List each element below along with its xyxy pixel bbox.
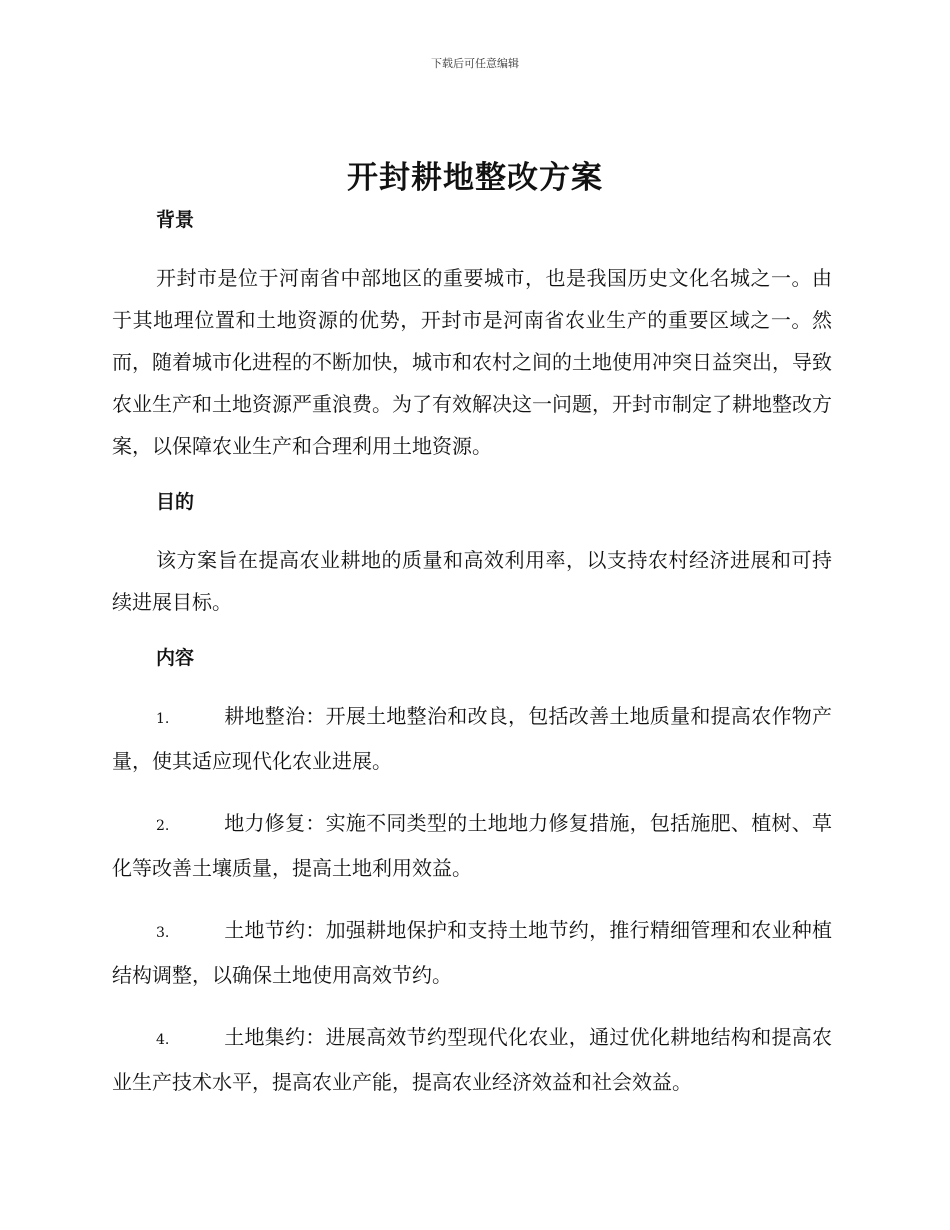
list-item-text: 土地节约：加强耕地保护和支持土地节约，推行精细管理和农业种植结构调整，以确保土地使用高效节约。 [112,918,832,987]
header-note: 下载后可任意编辑 [431,57,519,70]
list-item-text: 土地集约：进展高效节约型现代化农业，通过优化耕地结构和提高农业生产技术水平，提高农业产能，提高农业经济效益和社会效益。 [112,1025,832,1094]
section-heading-content: 内容 [156,647,195,669]
list-item-text: 地力修复：实施不同类型的土地地力修复措施，包括施肥、植树、草化等改善土壤质量，提高土地利用效益。 [112,811,832,880]
list-item [112,695,832,782]
section-heading-purpose: 目的 [156,491,195,513]
paragraph-background: 开封市是位于河南省中部地区的重要城市，也是我国历史文化名城之一。由于其地理位置和土地资源的优势，开封市是河南省农业生产的重要区域之一。然而，随着城市化进程的不断加快，城市和农村之间的土地使用冲突日益突出，导致农业生产和土地资源严重浪费。为了有效解决这一问题，开封市制定了耕地整改方案，以保障农业生产和合理利用土地资源。 [112,266,832,458]
section-heading-background: 背景 [156,209,195,231]
list-item-text: 耕地整治：开展土地整治和改良，包括改善土地质量和提高农作物产量，使其适应现代化农业进展。 [112,704,832,773]
list-item [112,802,832,889]
list-item-number: 1. [156,711,170,727]
list-item [112,1016,832,1103]
list-item-number: 2. [156,818,170,834]
list-item-number: 3. [156,925,170,941]
list-item-number: 4. [156,1032,170,1048]
list-item [112,909,832,996]
document-title: 开封耕地整改方案 [347,160,603,196]
document-body [112,205,832,1103]
paragraph-purpose: 该方案旨在提高农业耕地的质量和高效利用率，以支持农村经济进展和可持续进展目标。 [112,548,832,614]
